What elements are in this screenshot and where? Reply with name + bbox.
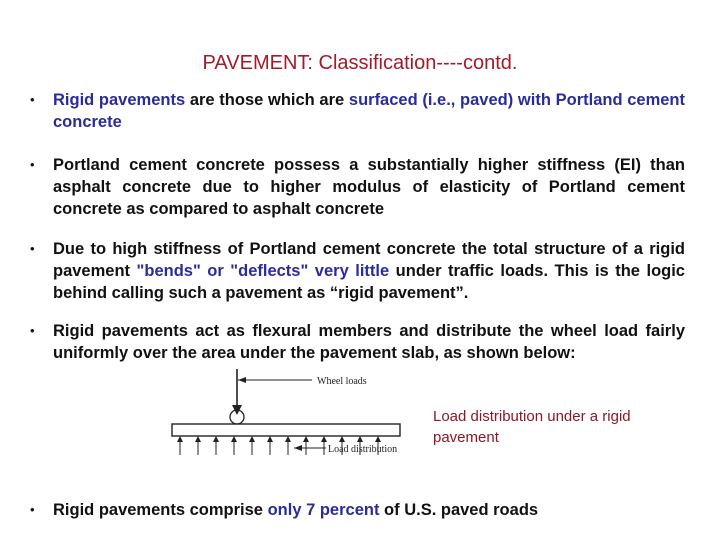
bullet-highlight: surfaced (i.e., paved) with Portland cement concrete <box>53 91 685 131</box>
bullet-plain: Due to high stiffness of Portland cement concrete the total structure of a rigid pavement <box>53 240 685 280</box>
bullet-text <box>53 499 685 521</box>
diagram-caption: Load distribution under a rigid pavement <box>433 408 631 446</box>
pavement-slab <box>172 424 400 436</box>
bullet-highlight: Rigid pavements <box>53 91 186 109</box>
bullet-highlight: only 7 percent <box>267 501 380 519</box>
load-label-leader-head <box>294 445 302 451</box>
bullet-highlight: "bends" or "deflects" very little <box>136 262 390 280</box>
subgrade-arrowheads <box>177 436 381 442</box>
page-title: PAVEMENT: Classification----contd. <box>202 52 518 74</box>
bullet-dot: • <box>30 92 35 107</box>
wheel-loads-label: Wheel loads <box>317 376 367 387</box>
bullet-plain: under traffic loads. This is the logic behind calling such a pavement as “rigid pavement”. <box>53 262 685 302</box>
bullet-text: Portland cement concrete possess a substantially higher stiffness (EI) than asphalt concrete due to higher modulus of elasticity of Portland cement concrete as compared to asphalt concrete <box>53 156 685 218</box>
wheel-label-leader-head <box>238 377 246 383</box>
bullet-text <box>53 89 685 133</box>
bullet-dot: • <box>30 157 35 172</box>
bullet-dot: • <box>30 241 35 256</box>
bullet-text <box>53 238 685 304</box>
load-distribution-diagram <box>160 363 415 463</box>
bullet-dot: • <box>30 323 35 338</box>
bullet-plain: Rigid pavements comprise <box>53 501 268 519</box>
bullet-dot: • <box>30 502 35 517</box>
load-distribution-label: Load distribution <box>328 444 398 455</box>
bullet-text: Rigid pavements act as flexural members and distribute the wheel load fairly uniformly over the area under the pavement slab, as shown below: <box>53 322 685 362</box>
bullet-plain: of U.S. paved roads <box>379 501 539 519</box>
bullet-plain: are those which are <box>185 91 349 109</box>
